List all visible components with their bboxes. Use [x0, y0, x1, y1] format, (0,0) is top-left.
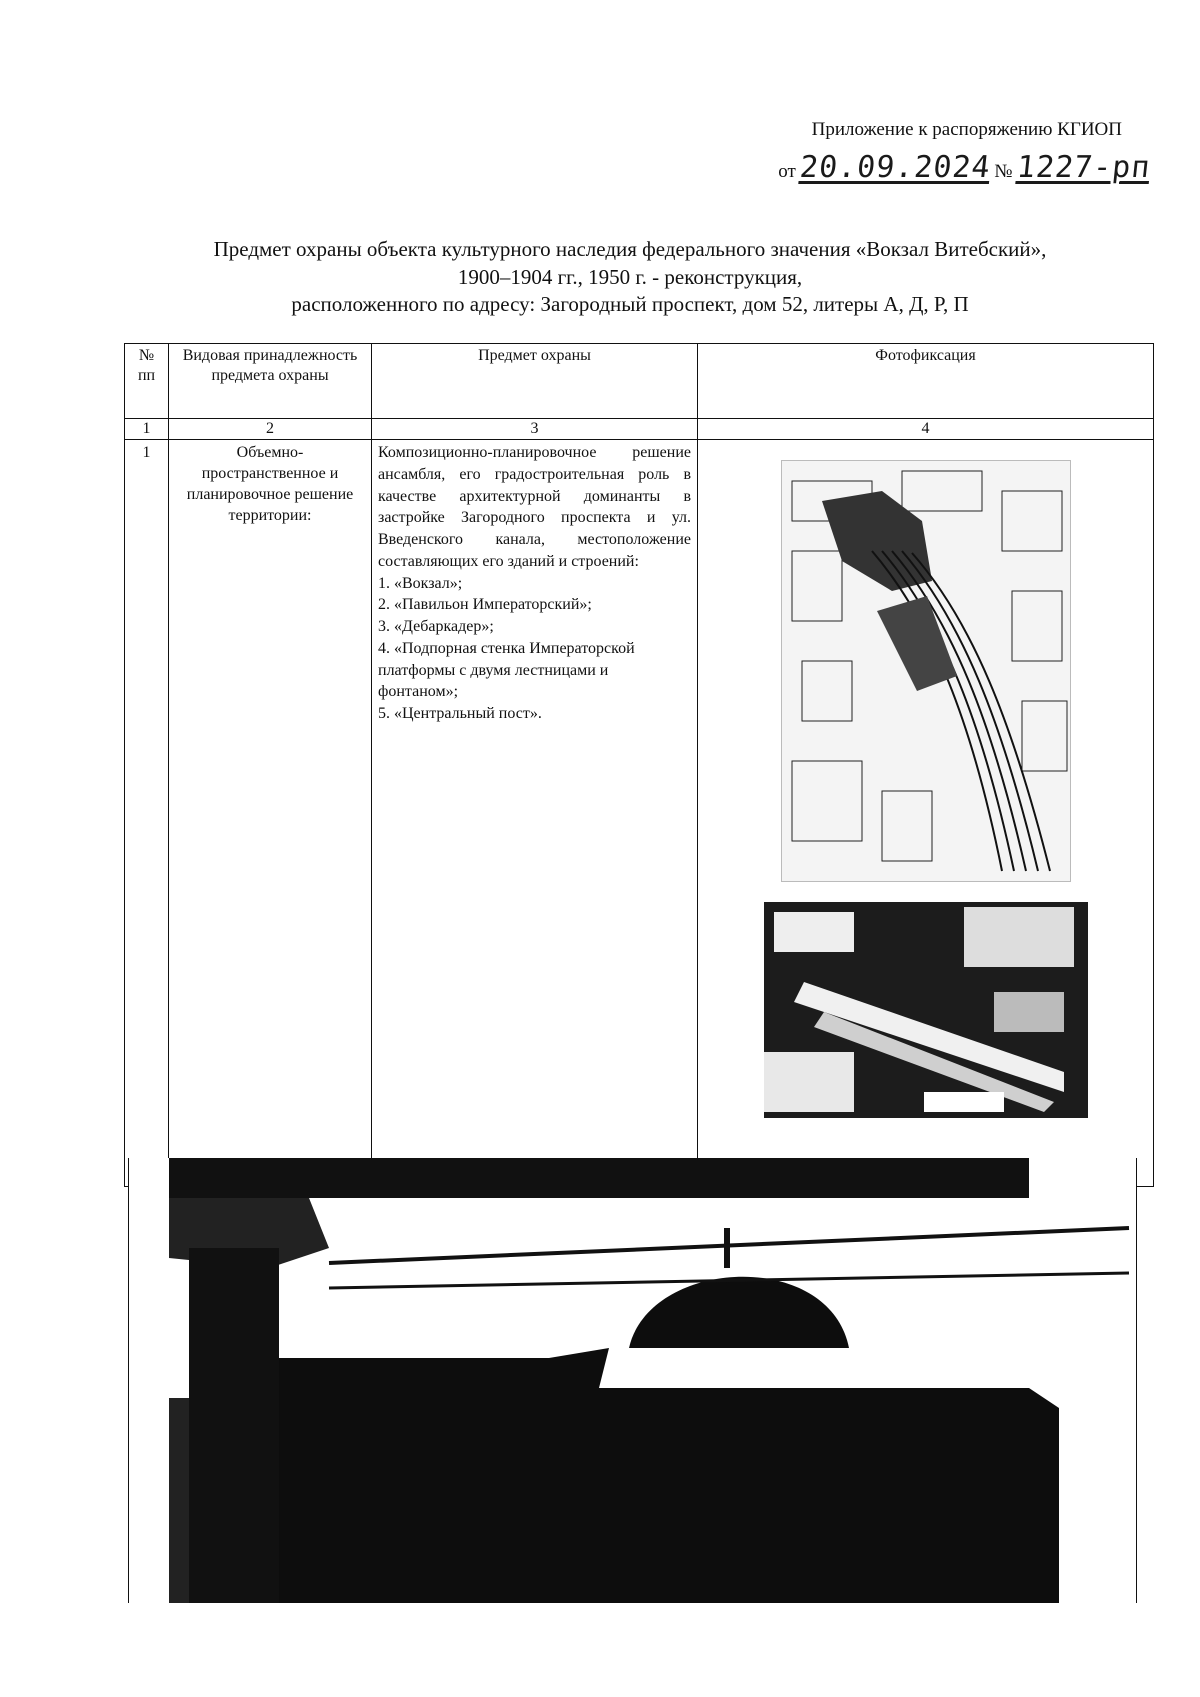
header-subject: Предмет охраны: [372, 344, 698, 419]
subject-item: 4. «Подпорная стенка Императорской платформы с двумя лестницами и фонтаном»;: [378, 639, 635, 701]
subject-paragraph: Композиционно-планировочное решение ансамбля, его градостроительная роль в качестве архитектурной доминанты в застройке Загородного проспекта и ул. Введенского канала, местоположение составляющих его зданий и строений:: [378, 444, 691, 570]
column-number: 2: [169, 419, 372, 440]
subject-item: 2. «Павильон Императорский»;: [378, 596, 592, 614]
site-plan-image: [781, 460, 1071, 882]
title-line-3: расположенного по адресу: Загородный проспект, дом 52, литеры А, Д, Р, П: [291, 292, 969, 317]
row-photos: [698, 440, 1154, 1187]
station-facade-photo: [128, 1158, 1137, 1603]
order-date: 20.09.2024: [797, 150, 993, 185]
annex-caption: Приложение к распоряжению КГИОП: [811, 119, 1122, 140]
table-row: [125, 440, 1154, 1187]
document-title: [110, 236, 1150, 319]
row-number: 1: [125, 440, 169, 1187]
subject-item: 1. «Вокзал»;: [378, 574, 463, 592]
table-header-row: [125, 344, 1154, 419]
order-number-sign: №: [994, 161, 1013, 182]
order-number: 1227-рп: [1014, 150, 1152, 185]
column-number: 4: [698, 419, 1154, 440]
title-line-2: 1900–1904 гг., 1950 г. - реконструкция,: [457, 264, 803, 289]
subject-item: 5. «Центральный пост».: [378, 705, 542, 722]
subject-item: 3. «Дебаркадер»;: [378, 618, 494, 635]
header-number: № пп: [125, 344, 169, 419]
protection-table: [124, 343, 1154, 1156]
row-subject: [372, 440, 698, 1187]
column-number: 1: [125, 419, 169, 440]
order-reference: [778, 150, 1150, 185]
header-category: Видовая принадлежность предмета охраны: [169, 344, 372, 419]
order-prefix: от: [778, 161, 796, 182]
column-number-row: [125, 419, 1154, 440]
aerial-photo: [764, 902, 1088, 1118]
header-photo: Фотофиксация: [698, 344, 1154, 419]
column-number: 3: [372, 419, 698, 440]
title-line-1: Предмет охраны объекта культурного наследия федерального значения «Вокзал Витебский»,: [213, 237, 1047, 261]
row-category: Объемно-пространственное и планировочное решение территории:: [169, 440, 372, 1187]
